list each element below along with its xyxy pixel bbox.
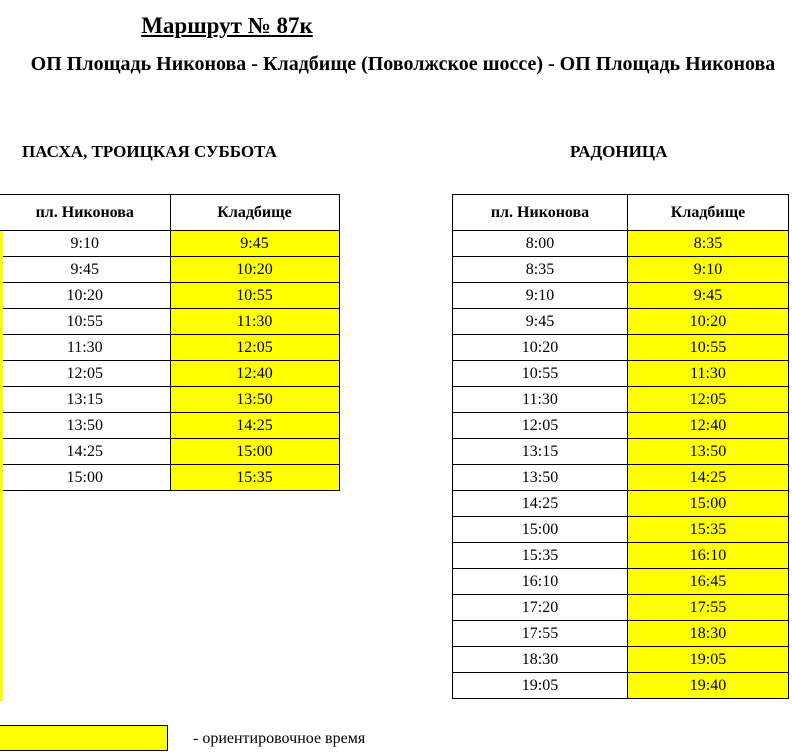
arrival-column-header: Кладбище [628,195,789,231]
table-row [453,673,789,699]
arrival-time-cell: 12:40 [628,413,789,439]
arrival-time-cell: 15:35 [170,465,339,491]
table-row [0,439,339,465]
route-path: ОП Площадь Никонова - Кладбище (Поволжское шоссе) - ОП Площадь Никонова [30,53,776,75]
departure-time-cell: 13:15 [453,439,628,465]
arrival-time-cell: 13:50 [170,387,339,413]
departure-column-header: пл. Никонова [453,195,628,231]
table-row [453,517,789,543]
table-row [453,439,789,465]
table-row [453,647,789,673]
left-section-title: ПАСХА, ТРОИЦКАЯ СУББОТА [22,142,277,161]
arrival-time-cell: 8:35 [628,231,789,257]
departure-time-cell: 10:55 [0,309,170,335]
arrival-time-cell: 9:45 [170,231,339,257]
departure-time-cell: 12:05 [453,413,628,439]
arrival-time-cell: 19:05 [628,647,789,673]
table-row [453,491,789,517]
departure-time-cell: 10:20 [0,283,170,309]
right-section-title: РАДОНИЦА [570,142,668,161]
departure-time-cell: 9:45 [453,309,628,335]
departure-time-cell: 11:30 [453,387,628,413]
table-row [0,361,339,387]
departure-time-cell: 17:20 [453,595,628,621]
table-row [0,283,339,309]
arrival-time-cell: 10:55 [170,283,339,309]
table-row [0,231,339,257]
table-row [453,283,789,309]
departure-time-cell: 18:30 [453,647,628,673]
departure-time-cell: 9:45 [0,257,170,283]
table-row [453,231,789,257]
departure-time-cell: 8:35 [453,257,628,283]
departure-time-cell: 17:55 [453,621,628,647]
left-edge-highlight-strip [0,231,3,701]
arrival-time-cell: 13:50 [628,439,789,465]
left-schedule-table [0,194,340,491]
departure-time-cell: 13:50 [453,465,628,491]
arrival-time-cell: 11:30 [170,309,339,335]
table-row [0,465,339,491]
arrival-time-cell: 15:00 [170,439,339,465]
arrival-time-cell: 10:55 [628,335,789,361]
departure-time-cell: 9:10 [453,283,628,309]
departure-time-cell: 13:50 [0,413,170,439]
arrival-time-cell: 14:25 [628,465,789,491]
departure-time-cell: 15:35 [453,543,628,569]
departure-time-cell: 13:15 [0,387,170,413]
table-row [453,335,789,361]
arrival-time-cell: 9:10 [628,257,789,283]
arrival-time-cell: 16:10 [628,543,789,569]
arrival-time-cell: 18:30 [628,621,789,647]
arrival-time-cell: 16:45 [628,569,789,595]
table-row [453,309,789,335]
departure-time-cell: 11:30 [0,335,170,361]
departure-time-cell: 14:25 [453,491,628,517]
arrival-time-cell: 12:05 [170,335,339,361]
arrival-time-cell: 17:55 [628,595,789,621]
table-row [453,595,789,621]
departure-time-cell: 10:20 [453,335,628,361]
departure-time-cell: 10:55 [453,361,628,387]
departure-time-cell: 14:25 [0,439,170,465]
legend-text: - ориентировочное время [193,730,366,747]
arrival-time-cell: 15:35 [628,517,789,543]
right-schedule-body [453,231,789,699]
departure-column-header: пл. Никонова [0,195,170,231]
table-row [453,361,789,387]
table-row [453,569,789,595]
table-header-row [0,195,339,231]
table-row [453,413,789,439]
left-schedule-body [0,231,339,491]
legend-swatch [0,725,168,751]
arrival-time-cell: 10:20 [170,257,339,283]
table-row [0,335,339,361]
arrival-time-cell: 12:40 [170,361,339,387]
arrival-time-cell: 14:25 [170,413,339,439]
arrival-time-cell: 12:05 [628,387,789,413]
table-row [0,309,339,335]
table-row [453,387,789,413]
table-row [453,543,789,569]
departure-time-cell: 16:10 [453,569,628,595]
departure-time-cell: 8:00 [453,231,628,257]
table-row [0,257,339,283]
table-row [453,621,789,647]
table-row [453,257,789,283]
right-schedule-table [452,194,789,699]
table-row [0,413,339,439]
table-row [0,387,339,413]
departure-time-cell: 15:00 [0,465,170,491]
departure-time-cell: 12:05 [0,361,170,387]
arrival-time-cell: 10:20 [628,309,789,335]
departure-time-cell: 19:05 [453,673,628,699]
arrival-time-cell: 9:45 [628,283,789,309]
arrival-time-cell: 15:00 [628,491,789,517]
arrival-time-cell: 11:30 [628,361,789,387]
departure-time-cell: 9:10 [0,231,170,257]
arrival-time-cell: 19:40 [628,673,789,699]
table-row [453,465,789,491]
table-header-row [453,195,789,231]
route-title: Маршрут № 87к [141,13,313,38]
arrival-column-header: Кладбище [170,195,339,231]
departure-time-cell: 15:00 [453,517,628,543]
